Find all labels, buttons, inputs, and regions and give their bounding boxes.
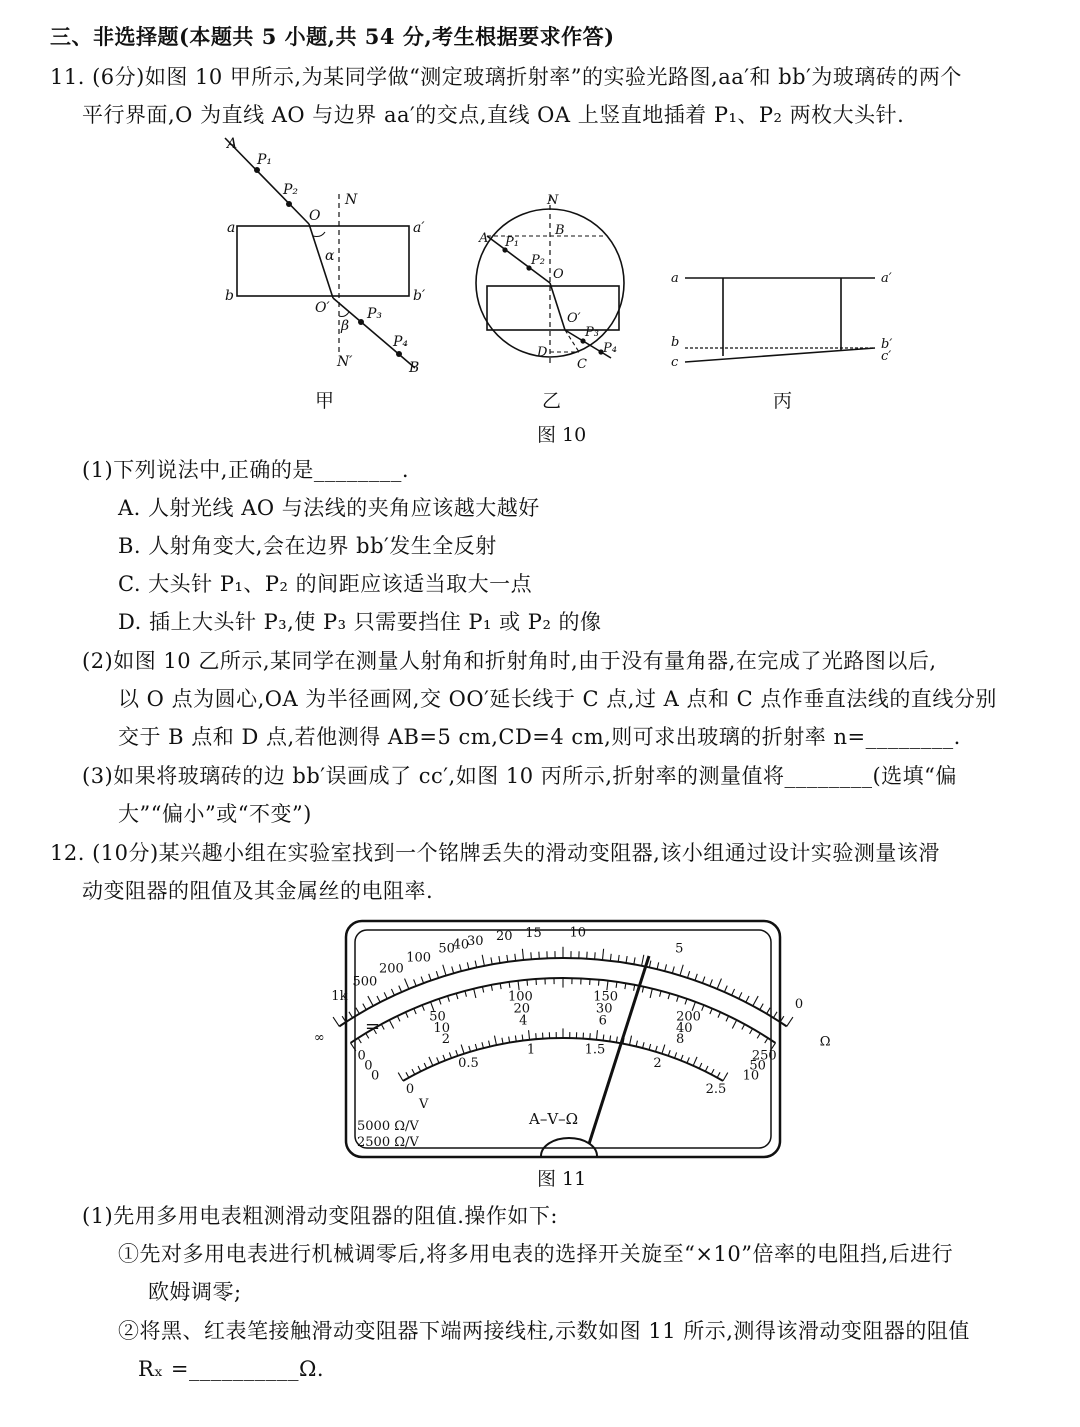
dc-label-50: 10 (433, 1020, 450, 1036)
q11-part2-line2: 以 O 点为圆心,OA 为半径画网,交 OO′延长线于 C 点,过 A 点和 C 点作垂直法线的直线分别 (118, 687, 997, 711)
dc-label-50: 0 (364, 1058, 373, 1074)
dc-label-50: 20 (513, 1001, 531, 1017)
label-N: N (345, 192, 358, 208)
ac-scale-tick (590, 1033, 591, 1039)
ac-scale-tick (536, 1033, 537, 1039)
label-beta: β (341, 318, 350, 334)
q11-option-a: A. 人射光线 AO 与法线的夹角应该越大越好 (118, 496, 540, 520)
ohm-scale-label: 15 (525, 926, 542, 942)
sensitivity-2500: 2500 Ω/V (357, 1135, 419, 1150)
pin-p4 (396, 351, 402, 357)
dc-label-10: 6 (598, 1013, 607, 1029)
figure-11-caption: 图 11 (537, 1168, 587, 1190)
q12-step1-line2: 欧姆调零; (148, 1280, 242, 1304)
section-heading: 三、非选择题(本题共 5 小题,共 54 分,考生根据要求作答) (50, 24, 615, 49)
q12-stem-line1: 12. (10分)某兴趣小组在实验室找到一个铭牌丢失的滑动变阻器,该小组通过设计实验测量该滑 (50, 841, 940, 865)
label-C: C (577, 357, 587, 372)
q11-stem-line1: 11. (6分)如图 10 甲所示,为某同学做“测定玻璃折射率”的实验光路图,aa′和 bb′为玻璃砖的两个 (50, 65, 962, 89)
label-bing: 丙 (773, 390, 793, 412)
glass-block (237, 226, 409, 296)
line-cc-prime (685, 348, 875, 362)
refracted-ray (550, 283, 565, 330)
q12-step1-line1: ①先对多用电表进行机械调零后,将多用电表的选择开关旋至“×10”倍率的电阻挡,后进行 (118, 1242, 954, 1266)
dc-label-250: 0 (357, 1048, 366, 1064)
label-O-prime: O′ (315, 300, 330, 316)
ohm-scale-label: 100 (406, 950, 432, 966)
dc-label-250: 150 (593, 989, 619, 1005)
ac-scale-label: 1.5 (584, 1042, 606, 1058)
label-c: c (671, 355, 679, 370)
label-A: A (479, 231, 489, 246)
q11-part3-line2: 大”“偏小”或“不变”) (118, 802, 312, 826)
infinity-label: ∞ (313, 1030, 325, 1046)
q11-stem-line2: 平行界面,O 为直线 AO 与边界 aa′的交点,直线 OA 上竖直地插着 P₁、P₂ 两枚大头针. (82, 103, 905, 127)
dc-label-10: 10 (742, 1068, 760, 1084)
label-b-prime: b′ (413, 288, 426, 304)
ac-scale-label: 2 (653, 1055, 662, 1071)
beta-arc (339, 312, 349, 317)
ac-scale-tick (522, 1035, 523, 1041)
dc-scale-tick (598, 980, 599, 986)
incident-ray (225, 138, 309, 224)
figure-11-multimeter (313, 918, 831, 1160)
label-jia: 甲 (315, 390, 335, 412)
label-P3: P₃ (585, 325, 599, 340)
label-alpha: α (325, 248, 335, 264)
ohm-scale-label: 20 (495, 929, 513, 945)
pin-p3 (358, 319, 364, 325)
dc-scale-tick (527, 980, 528, 986)
label-D: D (537, 345, 548, 360)
q11-part2-line3: 交于 B 点和 D 点,若他测得 AB=5 cm,CD=4 cm,则可求出玻璃的折射率 n=________. (118, 725, 961, 749)
figure-10-jia (205, 132, 445, 382)
dc-label-50: 40 (676, 1020, 693, 1036)
dc-label-50: 30 (595, 1001, 613, 1017)
label-a-prime: a′ (881, 271, 892, 286)
q12-part1: (1)先用多用电表粗测滑动变阻器的阻值.操作如下: (82, 1204, 558, 1228)
label-c-prime: c′ (881, 349, 892, 364)
q11-option-c: C. 大头针 P₁、P₂ 的间距应该适当取大一点 (118, 572, 533, 596)
ohm-scale-label: 500 (352, 974, 378, 990)
dc-label-10: 0 (370, 1068, 380, 1084)
ac-scale-tick (603, 1035, 604, 1041)
q12-stem-line2: 动变阻器的阻值及其金属丝的电阻率. (82, 879, 434, 903)
label-b: b (225, 288, 234, 304)
label-a: a (227, 220, 236, 236)
ohm-scale-label: 50 (438, 941, 455, 957)
dc-label-250: 100 (507, 989, 533, 1005)
figure-10-caption: 图 10 (537, 424, 587, 446)
ac-scale-label: 0.5 (458, 1055, 479, 1071)
ac-scale-label: 0 (405, 1081, 415, 1097)
ohm-scale-label: 40 (452, 937, 470, 953)
label-P4: P₄ (393, 334, 409, 350)
extension-OO-prime (565, 330, 579, 352)
dc-label-250: 250 (751, 1048, 777, 1064)
label-b: b (671, 335, 680, 350)
label-N-prime: N′ (337, 354, 353, 370)
label-N: N (547, 193, 559, 208)
label-P2: P₂ (531, 253, 545, 268)
q12-step2-line2: Rₓ =__________Ω. (138, 1357, 325, 1381)
ohm-scale-label: 0 (794, 997, 804, 1013)
label-O: O (309, 208, 321, 224)
label-O: O (553, 267, 564, 282)
q11-part1: (1)下列说法中,正确的是________. (82, 458, 410, 482)
ac-scale-label: 2.5 (705, 1081, 727, 1097)
label-P2: P₂ (283, 182, 299, 198)
ohm-scale-label: 200 (378, 961, 404, 977)
dc-label-10: 8 (675, 1032, 685, 1048)
dc-label-50: 50 (749, 1058, 766, 1074)
sensitivity-5000: 5000 Ω/V (357, 1119, 419, 1134)
label-P3: P₃ (367, 306, 383, 322)
q11-option-d: D. 插上大头针 P₃,使 P₃ 只需要挡住 P₁ 或 P₂ 的像 (118, 610, 602, 634)
dc-label-250: 200 (676, 1009, 701, 1025)
label-B: B (409, 360, 420, 376)
label-a: a (671, 271, 679, 286)
q11-option-b: B. 人射角变大,会在边界 bb′发生全反射 (118, 534, 497, 558)
dc-label-10: 2 (441, 1032, 451, 1048)
alpha-arc (313, 232, 325, 237)
label-P1: P₁ (257, 152, 273, 168)
dc-symbol: = (365, 1016, 381, 1037)
q11-part3-line1: (3)如果将玻璃砖的边 bb′误画成了 cc′,如图 10 丙所示,折射率的测量值将________(选填“偏 (82, 764, 957, 788)
label-A: A (227, 136, 238, 152)
ohm-scale-tick (787, 1017, 793, 1026)
dc-label-10: 4 (519, 1013, 528, 1029)
pin-p2 (286, 201, 292, 207)
label-yi: 乙 (542, 390, 562, 412)
ac-scale-label: 1 (526, 1042, 536, 1058)
figure-10-yi (465, 186, 640, 382)
ohm-scale-label: 5 (675, 941, 684, 957)
label-b-prime: b′ (881, 337, 893, 352)
ohm-scale-label: 10 (569, 925, 587, 941)
ohm-scale-tick (595, 952, 596, 959)
ohm-unit-label: Ω (819, 1034, 831, 1050)
ac-symbol: V (419, 1097, 429, 1112)
label-a-prime: a′ (413, 220, 425, 236)
label-O-prime: O′ (567, 311, 581, 326)
ohm-scale-label: 30 (466, 934, 484, 950)
dc-label-250: 50 (429, 1009, 446, 1025)
q12-step2-line1: ②将黑、红表笔接触滑动变阻器下端两接线柱,示数如图 11 所示,测得该滑动变阻器的阻值 (118, 1319, 970, 1343)
label-P1: P₁ (505, 235, 519, 250)
figure-10-bing (665, 264, 905, 374)
ohm-scale-tick (531, 952, 532, 959)
ohm-scale-label: 1k (331, 989, 348, 1005)
q11-part2-line1: (2)如图 10 乙所示,某同学在测量人射角和折射角时,由于没有量角器,在完成了光路图以后, (82, 649, 937, 673)
mode-label: A–V–Ω (529, 1110, 579, 1128)
label-P4: P₄ (603, 341, 617, 356)
label-B: B (555, 223, 565, 238)
ohm-scale-tick (333, 1017, 339, 1026)
